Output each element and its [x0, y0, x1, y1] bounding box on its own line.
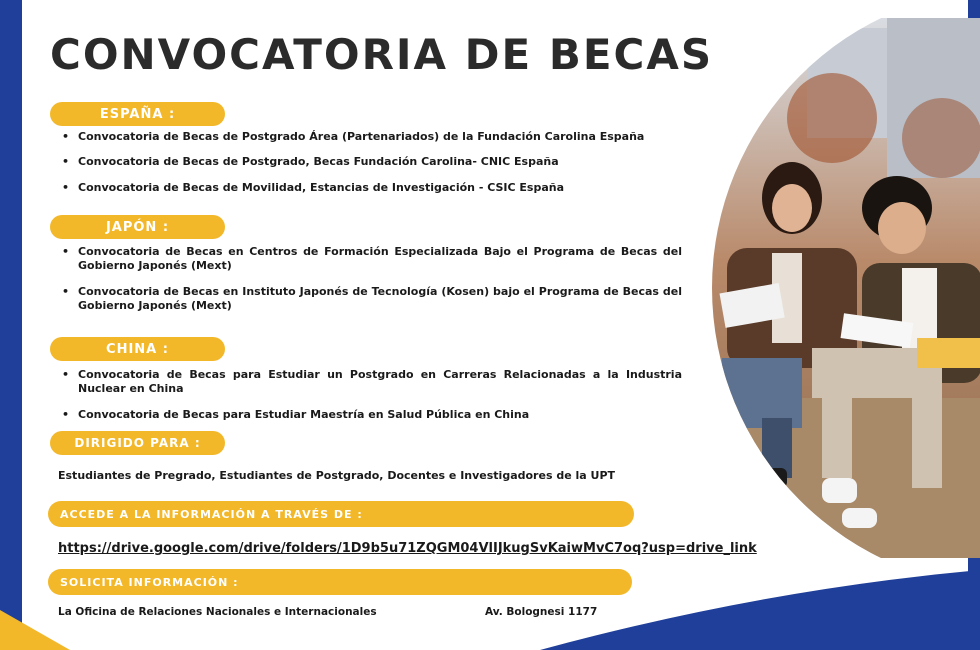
china-list	[62, 368, 682, 422]
espana-list	[62, 130, 682, 195]
list-item: • Convocatoria de Becas para Estudiar Maestría en Salud Pública en China	[62, 408, 682, 422]
list-item: • Convocatoria de Becas de Postgrado, Becas Fundación Carolina- CNIC España	[62, 155, 682, 169]
drive-link[interactable]: https://drive.google.com/drive/folders/1D9b5u71ZQGM04VlIJkugSvKaiwMvC7oq?usp=drive_link	[58, 541, 757, 556]
section-label-solicita: SOLICITA INFORMACIÓN :	[48, 569, 632, 595]
list-item: • Convocatoria de Becas de Movilidad, Estancias de Investigación - CSIC España	[62, 181, 682, 195]
japon-list	[62, 245, 682, 313]
page-title: CONVOCATORIA DE BECAS	[50, 30, 714, 79]
left-border	[0, 0, 22, 650]
section-label-espana: ESPAÑA :	[50, 102, 225, 126]
list-item: • Convocatoria de Becas para Estudiar un Postgrado en Carreras Relacionadas a la Industria Nuclear en China	[62, 368, 682, 396]
list-item: • Convocatoria de Becas de Postgrado Área (Partenariados) de la Fundación Carolina España	[62, 130, 682, 144]
office-address: Av. Bolognesi 1177	[485, 606, 598, 618]
students-photo	[712, 18, 980, 558]
audience-text: Estudiantes de Pregrado, Estudiantes de Postgrado, Docentes e Investigadores de la UPT	[58, 469, 616, 482]
section-label-accede: ACCEDE A LA INFORMACIÓN A TRAVÉS DE :	[48, 501, 634, 527]
section-label-china: CHINA :	[50, 337, 225, 361]
section-label-dirigido: DIRIGIDO PARA :	[50, 431, 225, 455]
list-item: • Convocatoria de Becas en Instituto Japonés de Tecnología (Kosen) bajo el Programa de Becas del Gobierno Japonés (Mext)	[62, 285, 682, 313]
section-label-japon: JAPÓN :	[50, 215, 225, 239]
list-item: • Convocatoria de Becas en Centros de Formación Especializada Bajo el Programa de Becas del Gobierno Japonés (Mext)	[62, 245, 682, 273]
office-name: La Oficina de Relaciones Nacionales e Internacionales	[58, 606, 377, 618]
